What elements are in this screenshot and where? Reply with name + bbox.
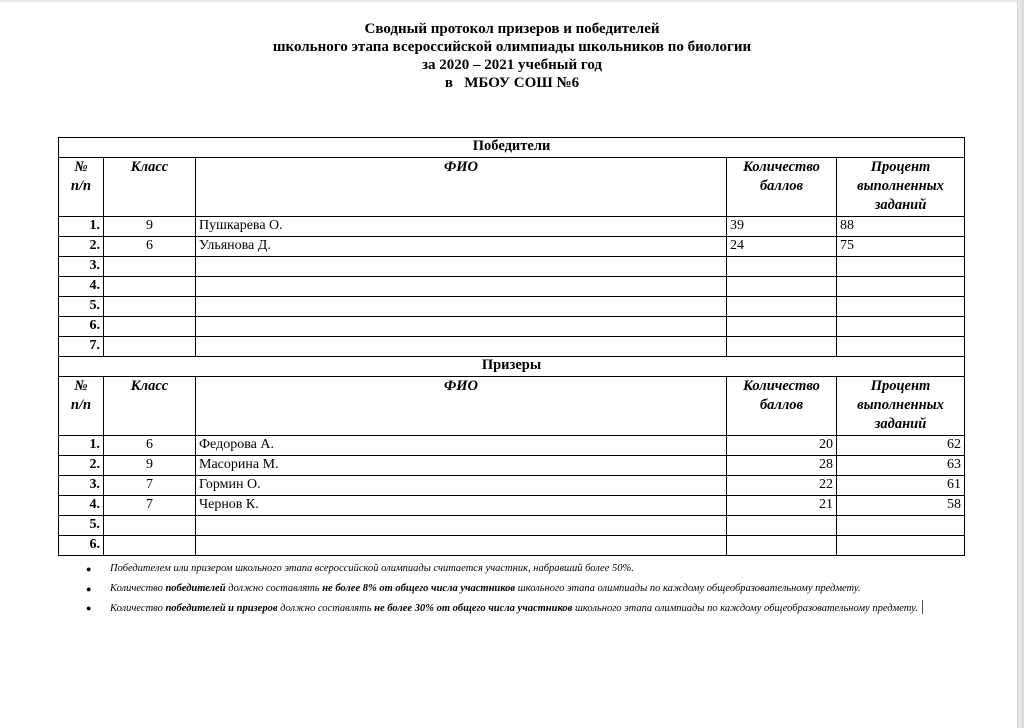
row-score: 39 [727,217,837,237]
col-score-line: баллов [759,397,804,413]
row-number: 4. [59,277,104,297]
table-row [59,337,965,357]
table-row [59,237,965,257]
row-percent [837,277,965,297]
col-class-header: Класс [104,377,196,436]
row-percent: 58 [837,496,965,516]
row-fio [196,516,727,536]
row-fio: Чернов К. [196,496,727,516]
row-fio [196,536,727,556]
row-score [727,257,837,277]
row-class: 6 [104,237,196,257]
header-row [59,158,965,217]
row-score: 20 [727,436,837,456]
document-heading [0,20,1024,92]
bullet-icon: ● [86,564,92,574]
row-number: 6. [59,536,104,556]
row-percent: 61 [837,476,965,496]
row-class: 7 [104,496,196,516]
col-class-header: Класс [104,158,196,217]
row-number: 4. [59,496,104,516]
table-row [59,456,965,476]
row-class: 6 [104,436,196,456]
col-num-line: № [74,378,88,394]
row-fio [196,337,727,357]
table-row [59,436,965,456]
col-score-line: Количество [743,378,820,394]
col-percent-line: заданий [874,197,927,213]
col-score-line: баллов [759,178,804,194]
row-percent [837,297,965,317]
col-num-line: № [74,159,88,175]
row-class [104,337,196,357]
row-percent [837,317,965,337]
scrollbar[interactable] [1017,0,1024,728]
note-2-text-b: победителей [165,582,226,594]
protocol-table-body [59,138,965,556]
note-3-text-c: должно составлять [277,603,375,614]
row-fio: Масорина М. [196,456,727,476]
row-number: 6. [59,317,104,337]
row-fio [196,257,727,277]
row-fio: Ульянова Д. [196,237,727,257]
col-fio-header: ФИО [196,158,727,217]
text-cursor [922,600,923,614]
row-percent [837,337,965,357]
col-percent-header [837,377,965,436]
row-number: 7. [59,337,104,357]
heading-line-2: школьного этапа всероссийской олимпиады школьников по биологии [272,39,752,55]
row-score [727,277,837,297]
table-row [59,536,965,556]
row-fio [196,317,727,337]
col-num-line: п/п [70,178,92,194]
row-number: 3. [59,257,104,277]
section-row [59,138,965,158]
note-2-text-d: не более 8% от общего числа участников [322,582,516,594]
table-row [59,257,965,277]
row-number: 1. [59,217,104,237]
row-percent [837,516,965,536]
row-fio [196,297,727,317]
row-fio [196,277,727,297]
row-score: 28 [727,456,837,476]
row-score [727,536,837,556]
row-number: 2. [59,237,104,257]
row-number: 2. [59,456,104,476]
row-class [104,536,196,556]
row-score: 22 [727,476,837,496]
section-title: Победители [59,138,965,158]
col-score-header [727,158,837,217]
row-class [104,257,196,277]
row-percent [837,257,965,277]
note-item [86,561,956,578]
heading-line-4: в МБОУ СОШ №6 [444,75,580,91]
page-top-border [0,0,1018,2]
row-number: 3. [59,476,104,496]
note-2-text-e: школьного этапа олимпиады по каждому общеобразовательному предмету. [515,582,861,594]
heading-line-1: Сводный протокол призеров и победителей [364,21,660,37]
row-fio: Гормин О. [196,476,727,496]
row-score [727,337,837,357]
col-percent-line: Процент [870,159,931,175]
protocol-table [58,137,965,556]
row-class [104,317,196,337]
col-percent-line: Процент [870,378,931,394]
bullet-icon: ● [86,583,92,594]
table-row [59,516,965,536]
note-item [86,600,956,618]
col-num-line: п/п [70,397,92,413]
header-row [59,377,965,436]
note-3-text-e: школьного этапа олимпиады по каждому общеобразовательному предмету. [572,603,918,614]
bullet-icon: ● [86,603,92,613]
table-row [59,496,965,516]
note-item [86,581,956,598]
row-class: 9 [104,217,196,237]
col-percent-line: выполненных [857,178,944,194]
note-2-text-a: Количество [110,582,166,594]
row-score [727,317,837,337]
note-3-text-a: Количество [110,603,166,614]
section-row [59,357,965,377]
table-row [59,317,965,337]
table-row [59,297,965,317]
row-percent [837,536,965,556]
row-fio: Федорова А. [196,436,727,456]
table-row [59,476,965,496]
row-class: 7 [104,476,196,496]
row-percent: 75 [837,237,965,257]
note-3-text-b: победителей и призеров [165,603,278,614]
row-score: 24 [727,237,837,257]
row-percent: 63 [837,456,965,476]
row-number: 5. [59,516,104,536]
note-1-text: Победителем или призером школьного этапа всероссийской олимпиады считается участник, набравший более 50%. [110,563,634,574]
col-percent-line: заданий [874,416,927,432]
table-row [59,217,965,237]
col-num-header [59,158,104,217]
row-number: 1. [59,436,104,456]
row-score [727,297,837,317]
heading-line-3: за 2020 – 2021 учебный год [422,57,602,73]
col-percent-header [837,158,965,217]
col-fio-header: ФИО [196,377,727,436]
section-title: Призеры [59,357,965,377]
row-class: 9 [104,456,196,476]
note-2-text-c: должно составлять [225,582,323,594]
row-percent: 88 [837,217,965,237]
col-percent-line: выполненных [857,397,944,413]
col-score-line: Количество [743,159,820,175]
row-score [727,516,837,536]
col-score-header [727,377,837,436]
note-3-text-d: не более 30% от общего числа участников [374,603,573,614]
row-score: 21 [727,496,837,516]
row-class [104,277,196,297]
row-number: 5. [59,297,104,317]
row-class [104,297,196,317]
row-fio: Пушкарева О. [196,217,727,237]
col-num-header [59,377,104,436]
table-row [59,277,965,297]
notes-list [86,561,956,621]
row-class [104,516,196,536]
row-percent: 62 [837,436,965,456]
